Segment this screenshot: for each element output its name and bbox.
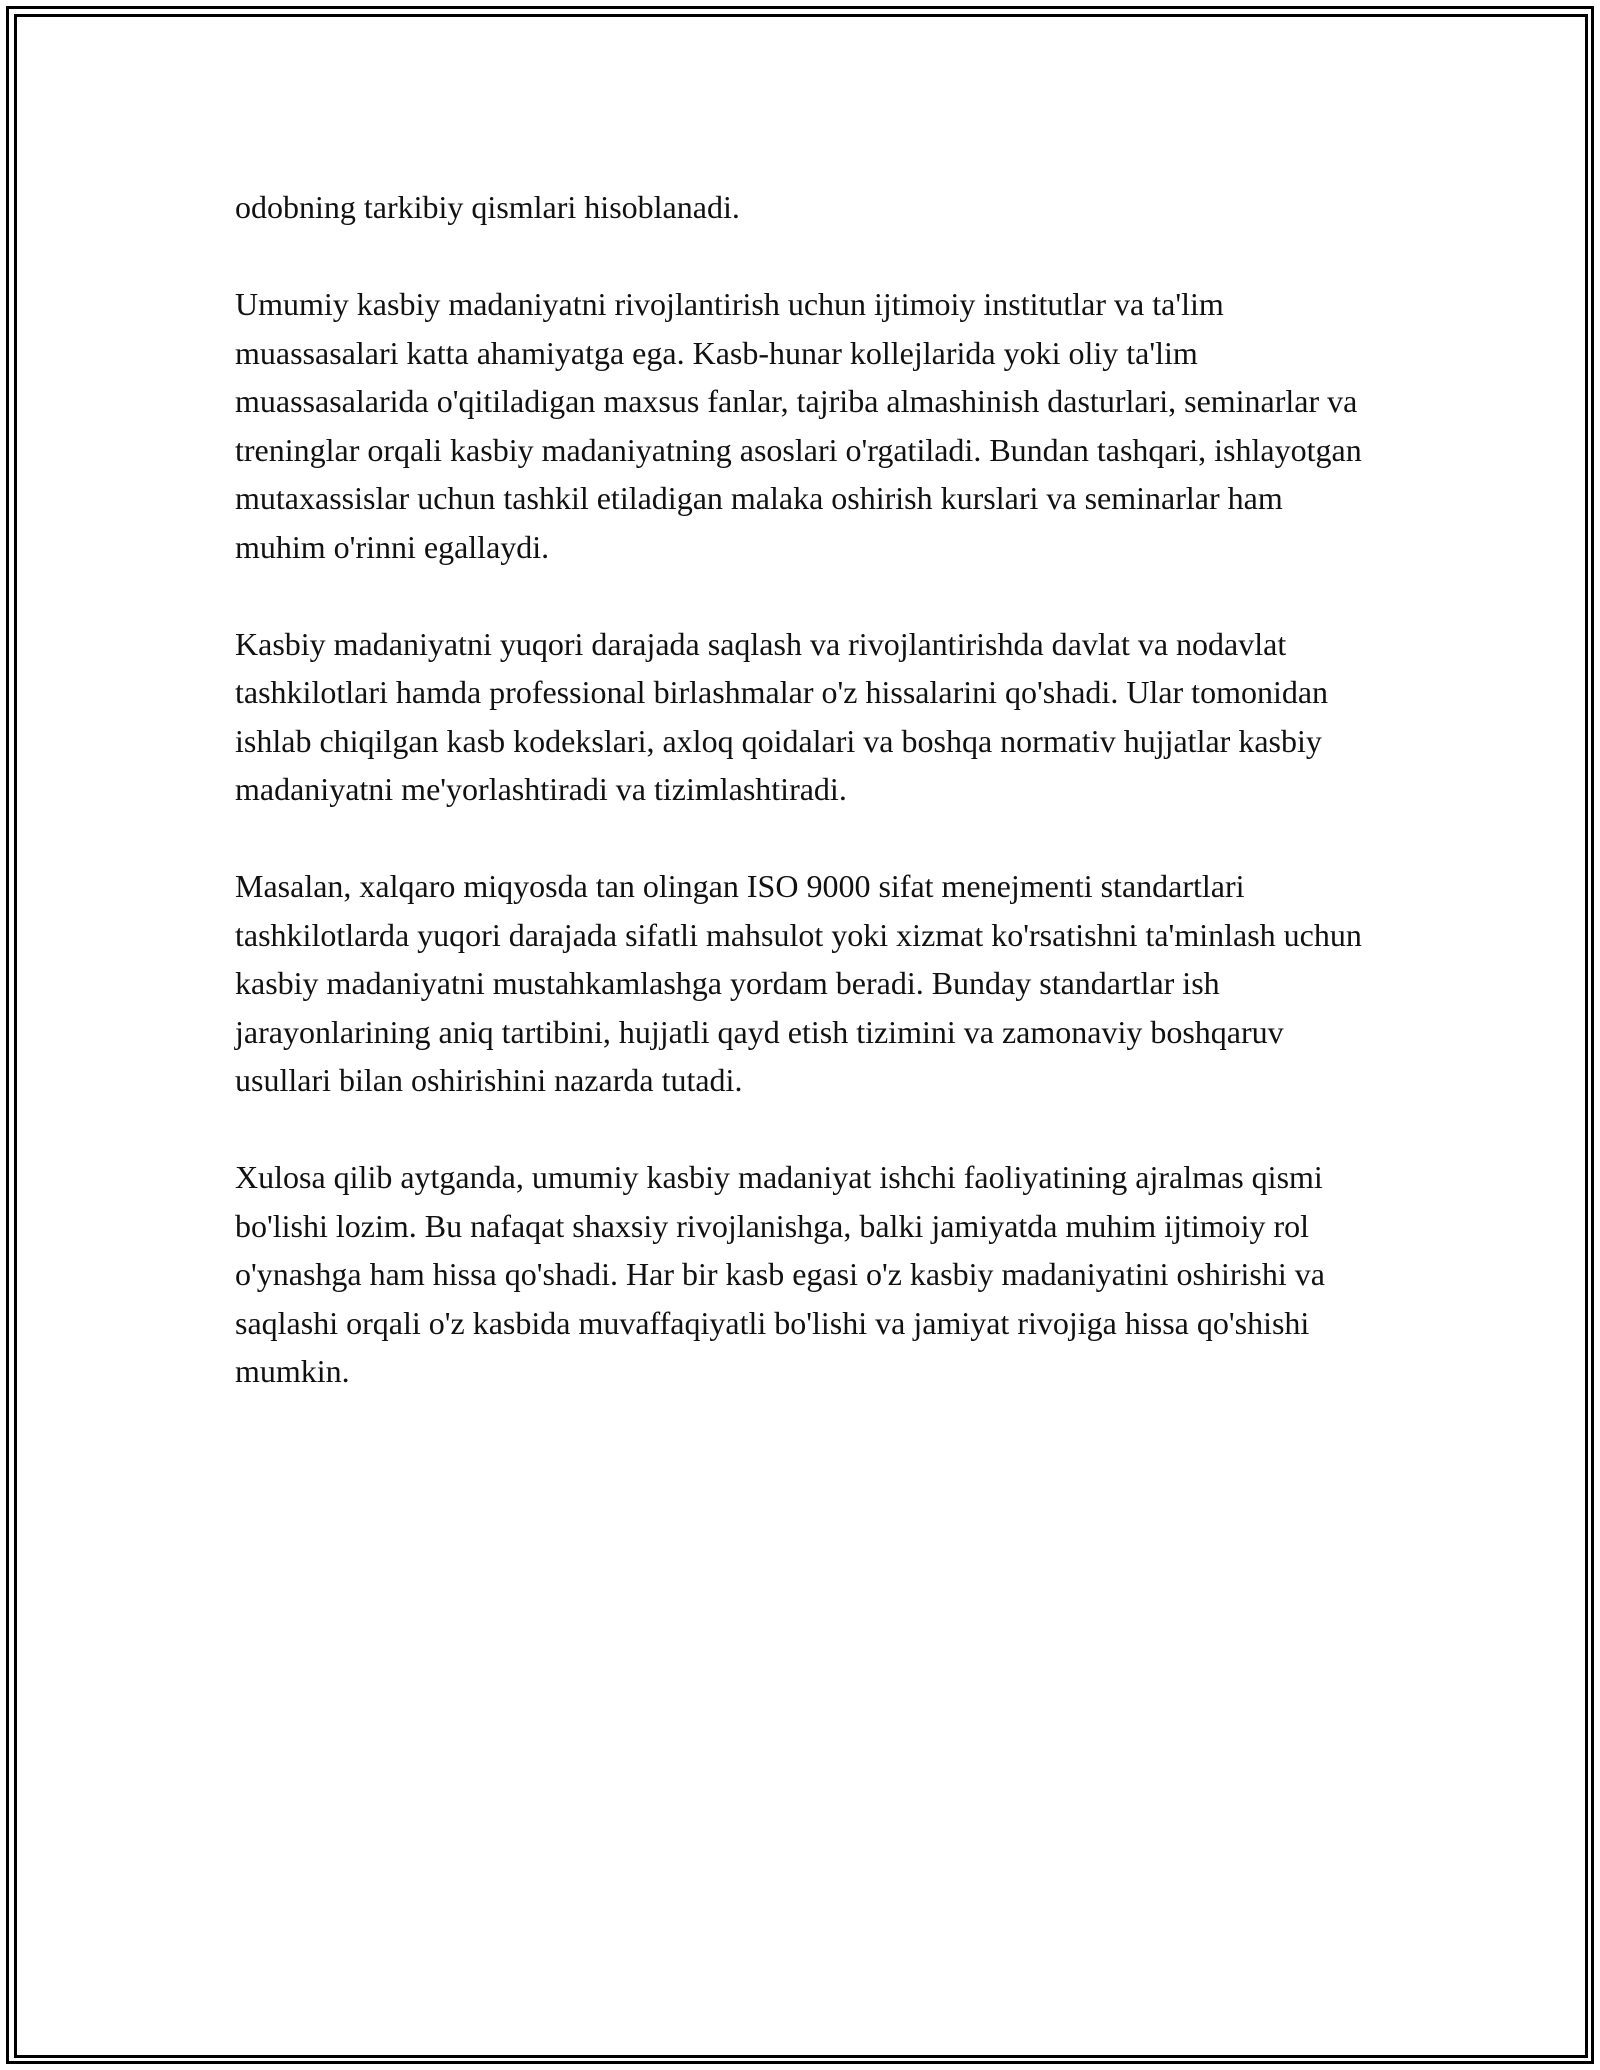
document-body bbox=[235, 183, 1375, 1396]
paragraph-continuation: odobning tarkibiy qismlari hisoblanadi. bbox=[235, 189, 740, 225]
paragraph-iso-example: Masalan, xalqaro miqyosda tan olingan ISO 9000 sifat menejmenti standartlari tashkilotlarda yuqori darajada sifatli mahsulot yoki xizmat ko'rsatishni ta'minlash uchun kasbiy madaniyatni mustahkamlashga yordam beradi. Bunday standartlar ish jarayonlarining aniq tartibini, hujjatli qayd etish tizimini va zamonaviy boshqaruv usullari bilan oshirishini nazarda tutadi. bbox=[235, 868, 1362, 1098]
paragraph-conclusion: Xulosa qilib aytganda, umumiy kasbiy madaniyat ishchi faoliyatining ajralmas qismi bo'lishi lozim. Bu nafaqat shaxsiy rivojlanishga, balki jamiyatda muhim ijtimoiy rol o'ynashga ham hissa qo'shadi. Har bir kasb egasi o'z kasbiy madaniyatini oshirishi va saqlashi orqali o'z kasbida muvaffaqiyatli bo'lishi va jamiyat rivojiga hissa qo'shishi mumkin. bbox=[235, 1159, 1325, 1389]
paragraph-institutions: Umumiy kasbiy madaniyatni rivojlantirish uchun ijtimoiy institutlar va ta'lim muassasalari katta ahamiyatga ega. Kasb-hunar kollejlarida yoki oliy ta'lim muassasalarida o'qitiladigan maxsus fanlar, tajriba almashinish dasturlari, seminarlar va treninglar orqali kasbiy madaniyatning asoslari o'rgatiladi. Bundan tashqari, ishlayotgan mutaxassislar uchun tashkil etiladigan malaka oshirish kurslari va seminarlar ham muhim o'rinni egallaydi. bbox=[235, 286, 1362, 565]
paragraph-organizations: Kasbiy madaniyatni yuqori darajada saqlash va rivojlantirishda davlat va nodavlat tashkilotlari hamda professional birlashmalar o'z hissalarini qo'shadi. Ular tomonidan ishlab chiqilgan kasb kodekslari, axloq qoidalari va boshqa normativ hujjatlar kasbiy madaniyatni me'yorlashtiradi va tizimlashtiradi. bbox=[235, 625, 1329, 807]
